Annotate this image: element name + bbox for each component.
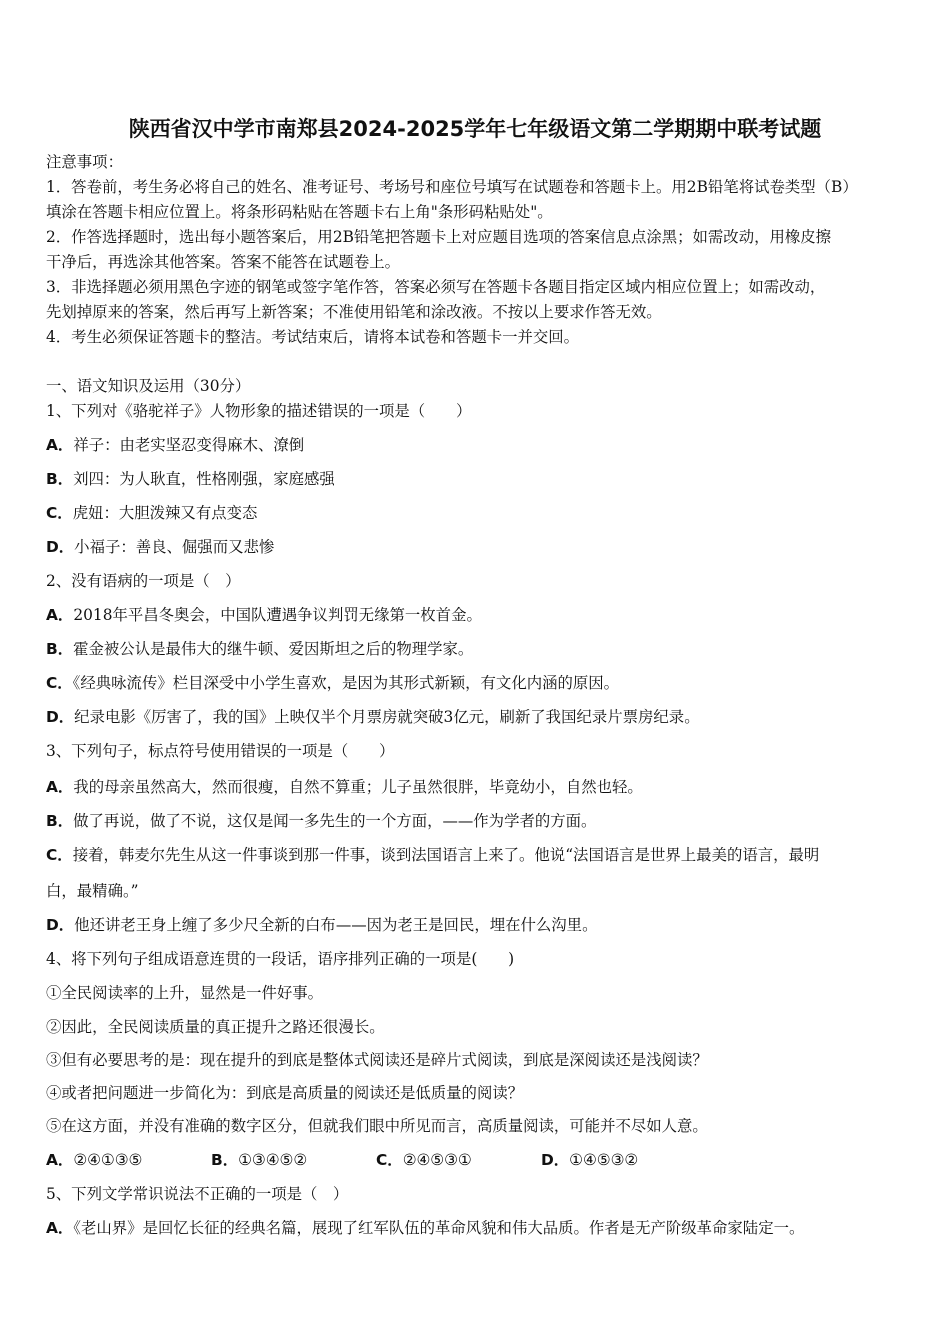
- notice-line: 先划掉原来的答案，然后再写上新答案；不准使用铅笔和涂改液。不按以上要求作答无效。: [46, 303, 662, 321]
- notice-line: 填涂在答题卡相应位置上。将条形码粘贴在答题卡右上角"条形码粘贴处"。: [46, 203, 553, 221]
- sentence-item: ③但有必要思考的是：现在提升的到底是整体式阅读还是碎片式阅读，到底是深阅读还是浅阅读？: [46, 1051, 708, 1069]
- option-item: [211, 1150, 307, 1170]
- option-label: A．: [46, 436, 74, 454]
- section-heading: 一、语文知识及运用（30分）: [46, 377, 251, 395]
- sentence-item: ④或者把问题进一步简化为：到底是高质量的阅读还是低质量的阅读？: [46, 1084, 524, 1102]
- option-label: B．: [211, 1151, 239, 1169]
- option-item: [46, 1150, 142, 1170]
- option-item: [46, 673, 619, 693]
- option-label: A．: [46, 606, 74, 624]
- notice-line: 2．作答选择题时，选出每小题答案后，用2B铅笔把答题卡上对应题目选项的答案信息点涂黑；如需改动，用橡皮擦: [46, 228, 832, 246]
- option-label: C．: [46, 504, 73, 522]
- option-text: 霍金被公认是最伟大的继牛顿、爱因斯坦之后的物理学家。: [73, 640, 474, 658]
- page-title: 陕西省汉中学市南郑县2024-2025学年七年级语文第二学期期中联考试题: [128, 117, 822, 141]
- option-text: ②④⑤③①: [402, 1151, 472, 1169]
- option-label: C．: [46, 846, 73, 864]
- notice-line: 4．考生必须保证答题卡的整洁。考试结束后，请将本试卷和答题卡一并交回。: [46, 328, 580, 346]
- option-text: ②④①③⑤: [73, 1151, 143, 1169]
- option-label: B．: [46, 812, 74, 830]
- option-item: [46, 639, 473, 659]
- option-label: C．: [46, 674, 73, 692]
- option-item: [541, 1150, 638, 1170]
- option-item: [46, 707, 700, 727]
- option-item: [46, 777, 643, 797]
- option-item: [46, 811, 596, 831]
- option-item: [46, 537, 274, 557]
- notice-line: 干净后，再选涂其他答案。答案不能答在试题卷上。: [46, 253, 400, 271]
- option-label: D．: [46, 916, 75, 934]
- option-label: B．: [46, 640, 74, 658]
- question-stem: 3、下列句子，标点符号使用错误的一项是（ ）: [46, 742, 395, 760]
- option-text: 刘四：为人耿直，性格刚强，家庭感强: [73, 470, 335, 488]
- option-label: A．: [46, 778, 74, 796]
- option-item: [376, 1150, 472, 1170]
- option-item: [46, 469, 335, 489]
- option-item: [46, 503, 257, 523]
- option-text: 他还讲老王身上缠了多少尺全新的白布——因为老王是回民，埋在什么沟里。: [74, 916, 598, 934]
- option-label: D．: [46, 538, 75, 556]
- option-continuation: 白，最精确。”: [46, 882, 139, 900]
- option-text: 我的母亲虽然高大，然而很瘦，自然不算重；儿子虽然很胖，毕竟幼小，自然也轻。: [73, 778, 643, 796]
- option-text: 接着，韩麦尔先生从这一件事谈到那一件事，谈到法国语言上来了。他说“法国语言是世界上最美的语言，最明: [72, 846, 820, 864]
- option-text: 虎妞：大胆泼辣又有点变态: [72, 504, 258, 522]
- question-stem: 4、将下列句子组成语意连贯的一段话，语序排列正确的一项是( ): [46, 950, 515, 968]
- option-label: D．: [541, 1151, 570, 1169]
- notice-heading: 注意事项：: [46, 153, 123, 171]
- sentence-item: ⑤在这方面，并没有准确的数字区分，但就我们眼中所见而言，高质量阅读，可能并不尽如人意。: [46, 1117, 708, 1135]
- option-text: 纪录电影《厉害了，我的国》上映仅半个月票房就突破3亿元，刷新了我国纪录片票房纪录。: [74, 708, 700, 726]
- option-text: 做了再说，做了不说，这仅是闻一多先生的一个方面，——作为学者的方面。: [73, 812, 597, 830]
- option-text: 小福子：善良、倔强而又悲惨: [74, 538, 275, 556]
- option-text: 祥子：由老实坚忍变得麻木、潦倒: [73, 436, 305, 454]
- option-text: 2018年平昌冬奥会，中国队遭遇争议判罚无缘第一枚首金。: [73, 606, 482, 624]
- option-item: [46, 1218, 804, 1238]
- question-stem: 2、没有语病的一项是（ ）: [46, 572, 241, 590]
- sentence-item: ①全民阅读率的上升，显然是一件好事。: [46, 984, 324, 1002]
- notice-line: 1．答卷前，考生务必将自己的姓名、准考证号、考场号和座位号填写在试题卷和答题卡上。用2B铅笔将试卷类型（B）: [46, 178, 858, 196]
- option-label: A．: [46, 1151, 74, 1169]
- option-item: [46, 605, 482, 625]
- option-text: ①④⑤③②: [569, 1151, 639, 1169]
- option-item: [46, 845, 819, 865]
- question-stem: 1、下列对《骆驼祥子》人物形象的描述错误的一项是（ ）: [46, 402, 472, 420]
- option-label: C．: [376, 1151, 403, 1169]
- option-text: 《老山界》是回忆长征的经典名篇，展现了红军队伍的革命风貌和伟大品质。作者是无产阶级革命家陆定一。: [73, 1219, 805, 1237]
- option-label: B．: [46, 470, 74, 488]
- option-label: D．: [46, 708, 75, 726]
- notice-line: 3．非选择题必须用黑色字迹的钢笔或签字笔作答，答案必须写在答题卡各题目指定区域内相应位置上；如需改动，: [46, 278, 826, 296]
- option-text: 《经典咏流传》栏目深受中小学生喜欢，是因为其形式新颖，有文化内涵的原因。: [72, 674, 620, 692]
- question-stem: 5、下列文学常识说法不正确的一项是（ ）: [46, 1185, 349, 1203]
- option-item: [46, 435, 304, 455]
- option-label: A．: [46, 1219, 74, 1237]
- option-text: ①③④⑤②: [238, 1151, 308, 1169]
- sentence-item: ②因此，全民阅读质量的真正提升之路还很漫长。: [46, 1018, 385, 1036]
- option-item: [46, 915, 597, 935]
